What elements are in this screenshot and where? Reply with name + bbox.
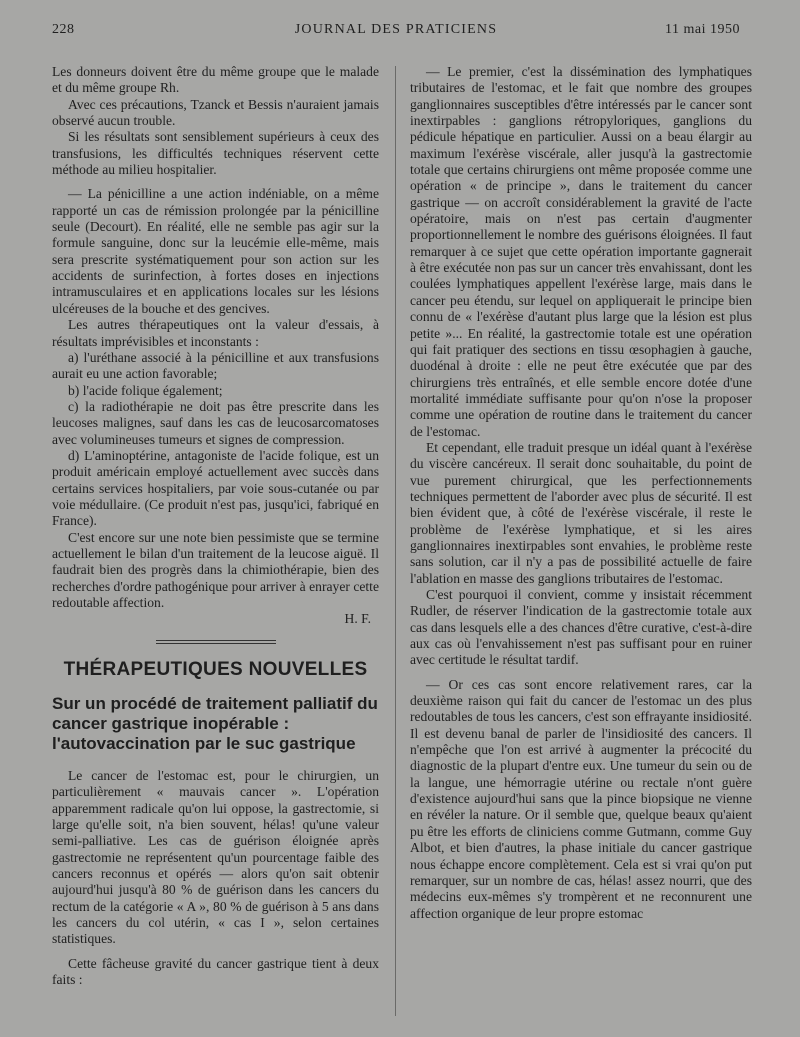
paragraph: Cette fâcheuse gravité du cancer gastrique tient à deux faits : bbox=[52, 955, 379, 988]
paragraph: Le cancer de l'estomac est, pour le chirurgien, un particulièrement « mauvais cancer ». L'opération apparemment radicale qu'on lui oppose, la gastrectomie, si large qu'elle soit, n'a bien souvent, hélas! qu'une valeur semi-palliative. Les cas de guérison éloignée après gastrectomie ne représentent qu'un pourcentage faible des cancers reconnus et opérés — alors qu'on sait obtenir aujourd'hui jusqu'à 80 % de guérison dans les cancers du rectum de la catégorie « A », 80 % de guérison à 5 ans dans les cancers du col utérin, « cas I », selon certaines statistiques. bbox=[52, 768, 379, 947]
paragraph: C'est pourquoi il convient, comme y insistait récemment Rudler, de réserver l'indication de la gastrectomie totale aux cas dans lesquels elle a des chances d'être curative, c'est-à-dire aux cas où l'envahissement n'est pas suffisant pour en ruiner avec certitude le résultat tardif. bbox=[410, 587, 752, 668]
journal-title: JOURNAL DES PRATICIENS bbox=[294, 22, 498, 37]
list-item: c) la radiothérapie ne doit pas être prescrite dans les leucoses malignes, sauf dans les cas de leucosarcomatoses avec volumineuses tumeurs et signes de compression. bbox=[52, 398, 379, 447]
paragraph: Si les résultats sont sensiblement supérieurs à ceux des transfusions, les difficultés techniques réservent cette méthode au milieu hospitalier. bbox=[52, 129, 379, 178]
paragraph: — Le premier, c'est la dissémination des lymphatiques tributaires de l'estomac, et le fait que nombre des groupes ganglionnaires susceptibles d'être intéressés par le cancer sont inextirpables : ganglions rétropyloriques, ganglions du pédicule hépatique en particulier. Aussi on a beau élargir au maximum l'exérèse viscérale, aller jusqu'à la gastrectomie totale que certains chirurgiens ont même proposée comme une opération « de principe », dans le traitement du cancer gastrique — on accroît considérablement la gravité de l'acte opératoire, mais on n'est pas certain d'augmenter proportionnellement le nombre des guérisons éloignées. Il faut remarquer à ce sujet que cette opération importante gagnerait à être exécutée non pas sur un cancer très envahissant, dont les coulées lymphatiques appellent l'exérèse large, mais dans le cancer peu étendu, sur lequel on appliquerait le principe bien connu de « l'exérèse d'autant plus large que la lésion est plus petite »... En réalité, la gastrectomie totale est une opération qui fait pratiquer des sections en tissu œsophagien à gauche, duodénal à droite : elle ne peut être exécutée que par des chirurgiens très entraînés, et elle semble encore dotée d'une mortalité immédiate suffisante pour qu'on n'ose la proposer comme une opération de routine dans le traitement du cancer de l'estomac. bbox=[410, 64, 752, 439]
paragraph: C'est encore sur une note bien pessimiste que se termine actuellement le bilan d'un traitement de la leucose aiguë. Il faudrait bien des progrès dans la chimiothérapie, bien des recherches d'ordre pathogénique pour arriver à enrayer cette redoutable affection. bbox=[52, 529, 379, 610]
section-separator bbox=[156, 640, 276, 644]
right-column bbox=[410, 64, 752, 922]
list-item: b) l'acide folique également; bbox=[68, 382, 223, 398]
paragraph: Avec ces précautions, Tzanck et Bessis n'auraient jamais observé aucun trouble. bbox=[52, 96, 379, 129]
article-title: Sur un procédé de traitement palliatif du cancer gastrique inopérable : l'autovaccination par le suc gastrique bbox=[52, 694, 378, 754]
paragraph: Et cependant, elle traduit presque un idéal quant à l'exérèse du viscère cancéreux. Il serait donc souhaitable, du point de vue purement chirurgical, que les perfectionnements techniques permettent de l'aborder avec plus de sécurité. Il est bien évident que, à côté de l'exérèse viscérale, il reste le problème de l'exérèse lymphatique, et si les aires ganglionnaires inextirpables sont envahies, le problème reste sans solution, car il n'y a pas de possibilité actuelle de faire l'ablation en masse des ganglions tributaires de l'estomac. bbox=[410, 439, 752, 586]
paragraph: Les autres thérapeutiques ont la valeur d'essais, à résultats imprévisibles et inconstants : bbox=[52, 317, 379, 349]
issue-date: 11 mai 1950 bbox=[665, 22, 740, 37]
running-header bbox=[52, 22, 740, 44]
left-column bbox=[52, 64, 379, 989]
paragraph: — Or ces cas sont encore relativement rares, car la deuxième raison qui fait du cancer de l'estomac un des plus redoutables de tous les cancers, c'est son effrayante insidiosité. Il est devenu banal de parler de l'insidiosité des cancers. Il n'empêche que l'on est arrivé à augmenter la précocité du diagnostic de la plupart d'entre eux. Une tumeur du sein ou de la langue, une hémorragie utérine ou rectale n'ont guère d'existence aujourd'hui sans que la pince biopsique ne vienne en révéler la nature. Or il semble que, quelque beaux qu'aient pu être les efforts de cliniciens comme Gutmann, comme Guy Albot, et bien d'autres, la phase initiale du cancer gastrique nous échappe encore complètement. Cela est si vrai qu'on put remarquer, sur un nombre de cas, hélas! assez nourri, que des médecins eux-mêmes s'y trompèrent et ne reconnurent une affection organique de leur propre estomac bbox=[410, 676, 752, 921]
paragraph: — La pénicilline a une action indéniable, on a même rapporté un cas de rémission prolongée par la pénicilline seule (Decourt). En réalité, elle ne semble pas agir sur la formule sanguine, donc sur la leucémie elle-même, mais sera prescrite systématiquement pour son action sur les accidents de surinfection, à fortes doses en injections intramusculaires et en applications locales sur les lésions ulcéreuses de la bouche et des gencives. bbox=[52, 186, 379, 316]
paragraph: Les donneurs doivent être du même groupe que le malade et du même groupe Rh. bbox=[52, 64, 379, 96]
page-number: 228 bbox=[52, 22, 75, 37]
column-rule bbox=[395, 66, 396, 1016]
section-heading: THÉRAPEUTIQUES NOUVELLES bbox=[63, 658, 368, 680]
list-item: a) l'uréthane associé à la pénicilline et aux transfusions aurait eu une action favorable; bbox=[52, 349, 379, 382]
author-initials: H. F. bbox=[344, 611, 371, 627]
list-item: d) L'aminoptérine, antagoniste de l'acide folique, est un produit américain employé actuellement avec succès dans certains services hospitaliers, par voie sous-cutanée ou par voie médullaire. (Ce produit n'est pas, jusqu'ici, fabriqué en France). bbox=[52, 447, 379, 529]
